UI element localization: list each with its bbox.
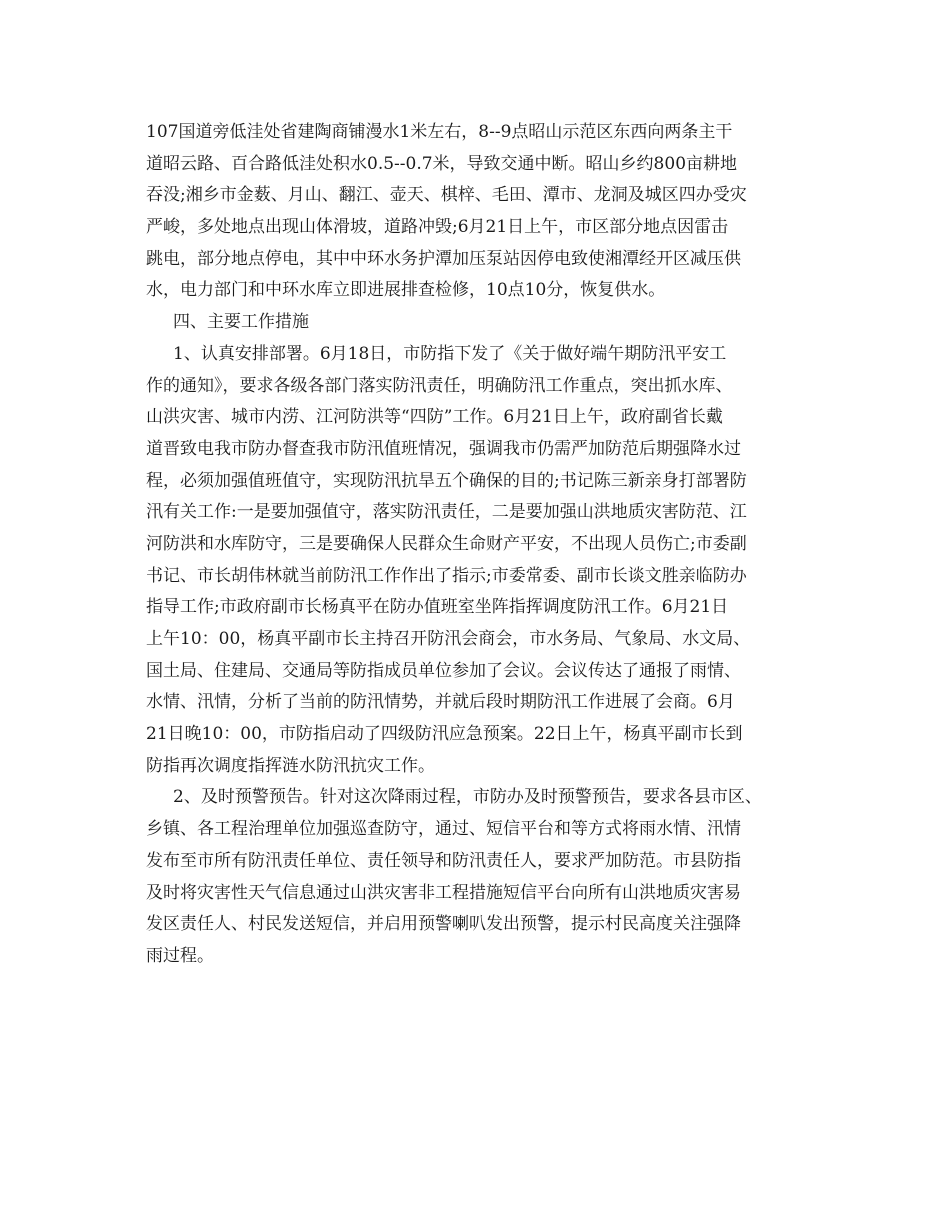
text-line: 四、主要工作措施 xyxy=(173,312,309,333)
text-line: 发布至市所有防汛责任单位、责任领导和防汛责任人，要求严加防范。市县防指 xyxy=(146,850,741,871)
text-line: 跳电，部分地点停电，其中中环水务护潭加压泵站因停电致使湘潭经开区减压供 xyxy=(146,248,741,269)
text-line: 山洪灾害、城市内涝、江河防洪等“四防”工作。6月21日上午，政府副省长戴 xyxy=(146,407,723,428)
text-line: 21日晚10：00，市防指启动了四级防汛应急预案。22日上午，杨真平副市长到 xyxy=(146,724,743,745)
text-line: 1、认真安排部署。6月18日，市防指下发了《关于做好端午期防汛平安工 xyxy=(173,343,727,364)
text-line: 汛有关工作:一是要加强值守，落实防汛责任，二是要加强山洪地质灾害防范、江 xyxy=(146,502,747,523)
text-line: 水情、汛情，分析了当前的防汛情势，并就后段时期防汛工作进展了会商。6月 xyxy=(146,692,735,713)
text-line: 雨过程。 xyxy=(146,945,214,966)
text-line: 国土局、住建局、交通局等防指成员单位参加了会议。会议传达了通报了雨情、 xyxy=(146,660,741,681)
text-line: 乡镇、各工程治理单位加强巡查防守，通过、短信平台和等方式将雨水情、汛情 xyxy=(146,819,741,840)
document-body xyxy=(146,117,826,973)
text-line: 上午10：00，杨真平副市长主持召开防汛会商会，市水务局、气象局、水文局、 xyxy=(146,629,751,649)
text-line: 作的通知》，要求各级各部门落实防汛责任，明确防汛工作重点，突出抓水库、 xyxy=(146,375,733,396)
text-line: 107国道旁低洼处省建陶商铺漫水1米左右，8--9点昭山示范区东西向两条主干 xyxy=(146,122,733,142)
text-line: 指导工作;市政府副市长杨真平在防办值班室坐阵指挥调度防汛工作。6月21日 xyxy=(146,597,729,618)
text-line: 水，电力部门和中环水库立即进展排查检修，10点10分，恢复供水。 xyxy=(146,280,666,301)
text-line: 吞没;湘乡市金薮、月山、翻江、壶天、棋梓、毛田、潭市、龙洞及城区四办受灾 xyxy=(146,185,747,206)
text-line: 严峻，多处地点出现山体滑坡，道路冲毁;6月21日上午，市区部分地点因雷击 xyxy=(146,217,729,238)
text-line: 书记、市长胡伟林就当前防汛工作作出了指示;市委常委、副市长谈文胜亲临防办 xyxy=(146,565,747,586)
text-line: 防指再次调度指挥涟水防汛抗灾工作。 xyxy=(146,755,435,776)
text-line: 及时将灾害性天气信息通过山洪灾害非工程措施短信平台向所有山洪地质灾害易 xyxy=(146,882,741,903)
text-line: 2、及时预警预告。针对这次降雨过程，市防办及时预警预告，要求各县市区、 xyxy=(173,787,762,808)
text-line: 发区责任人、村民发送短信，并启用预警喇叭发出预警，提示村民高度关注强降 xyxy=(146,914,741,935)
text-line: 河防洪和水库防守，三是要确保人民群众生命财产平安，不出现人员伤亡;市委副 xyxy=(146,533,747,554)
text-line: 道昭云路、百合路低洼处积水0.5--0.7米，导致交通中断。昭山乡约800亩耕地 xyxy=(146,153,738,174)
text-line: 道晋致电我市防办督查我市防汛值班情况，强调我市仍需严加防范后期强降水过 xyxy=(146,438,741,459)
text-line: 程，必须加强值班值守，实现防汛抗旱五个确保的目的;书记陈三新亲身打部署防 xyxy=(146,470,747,491)
